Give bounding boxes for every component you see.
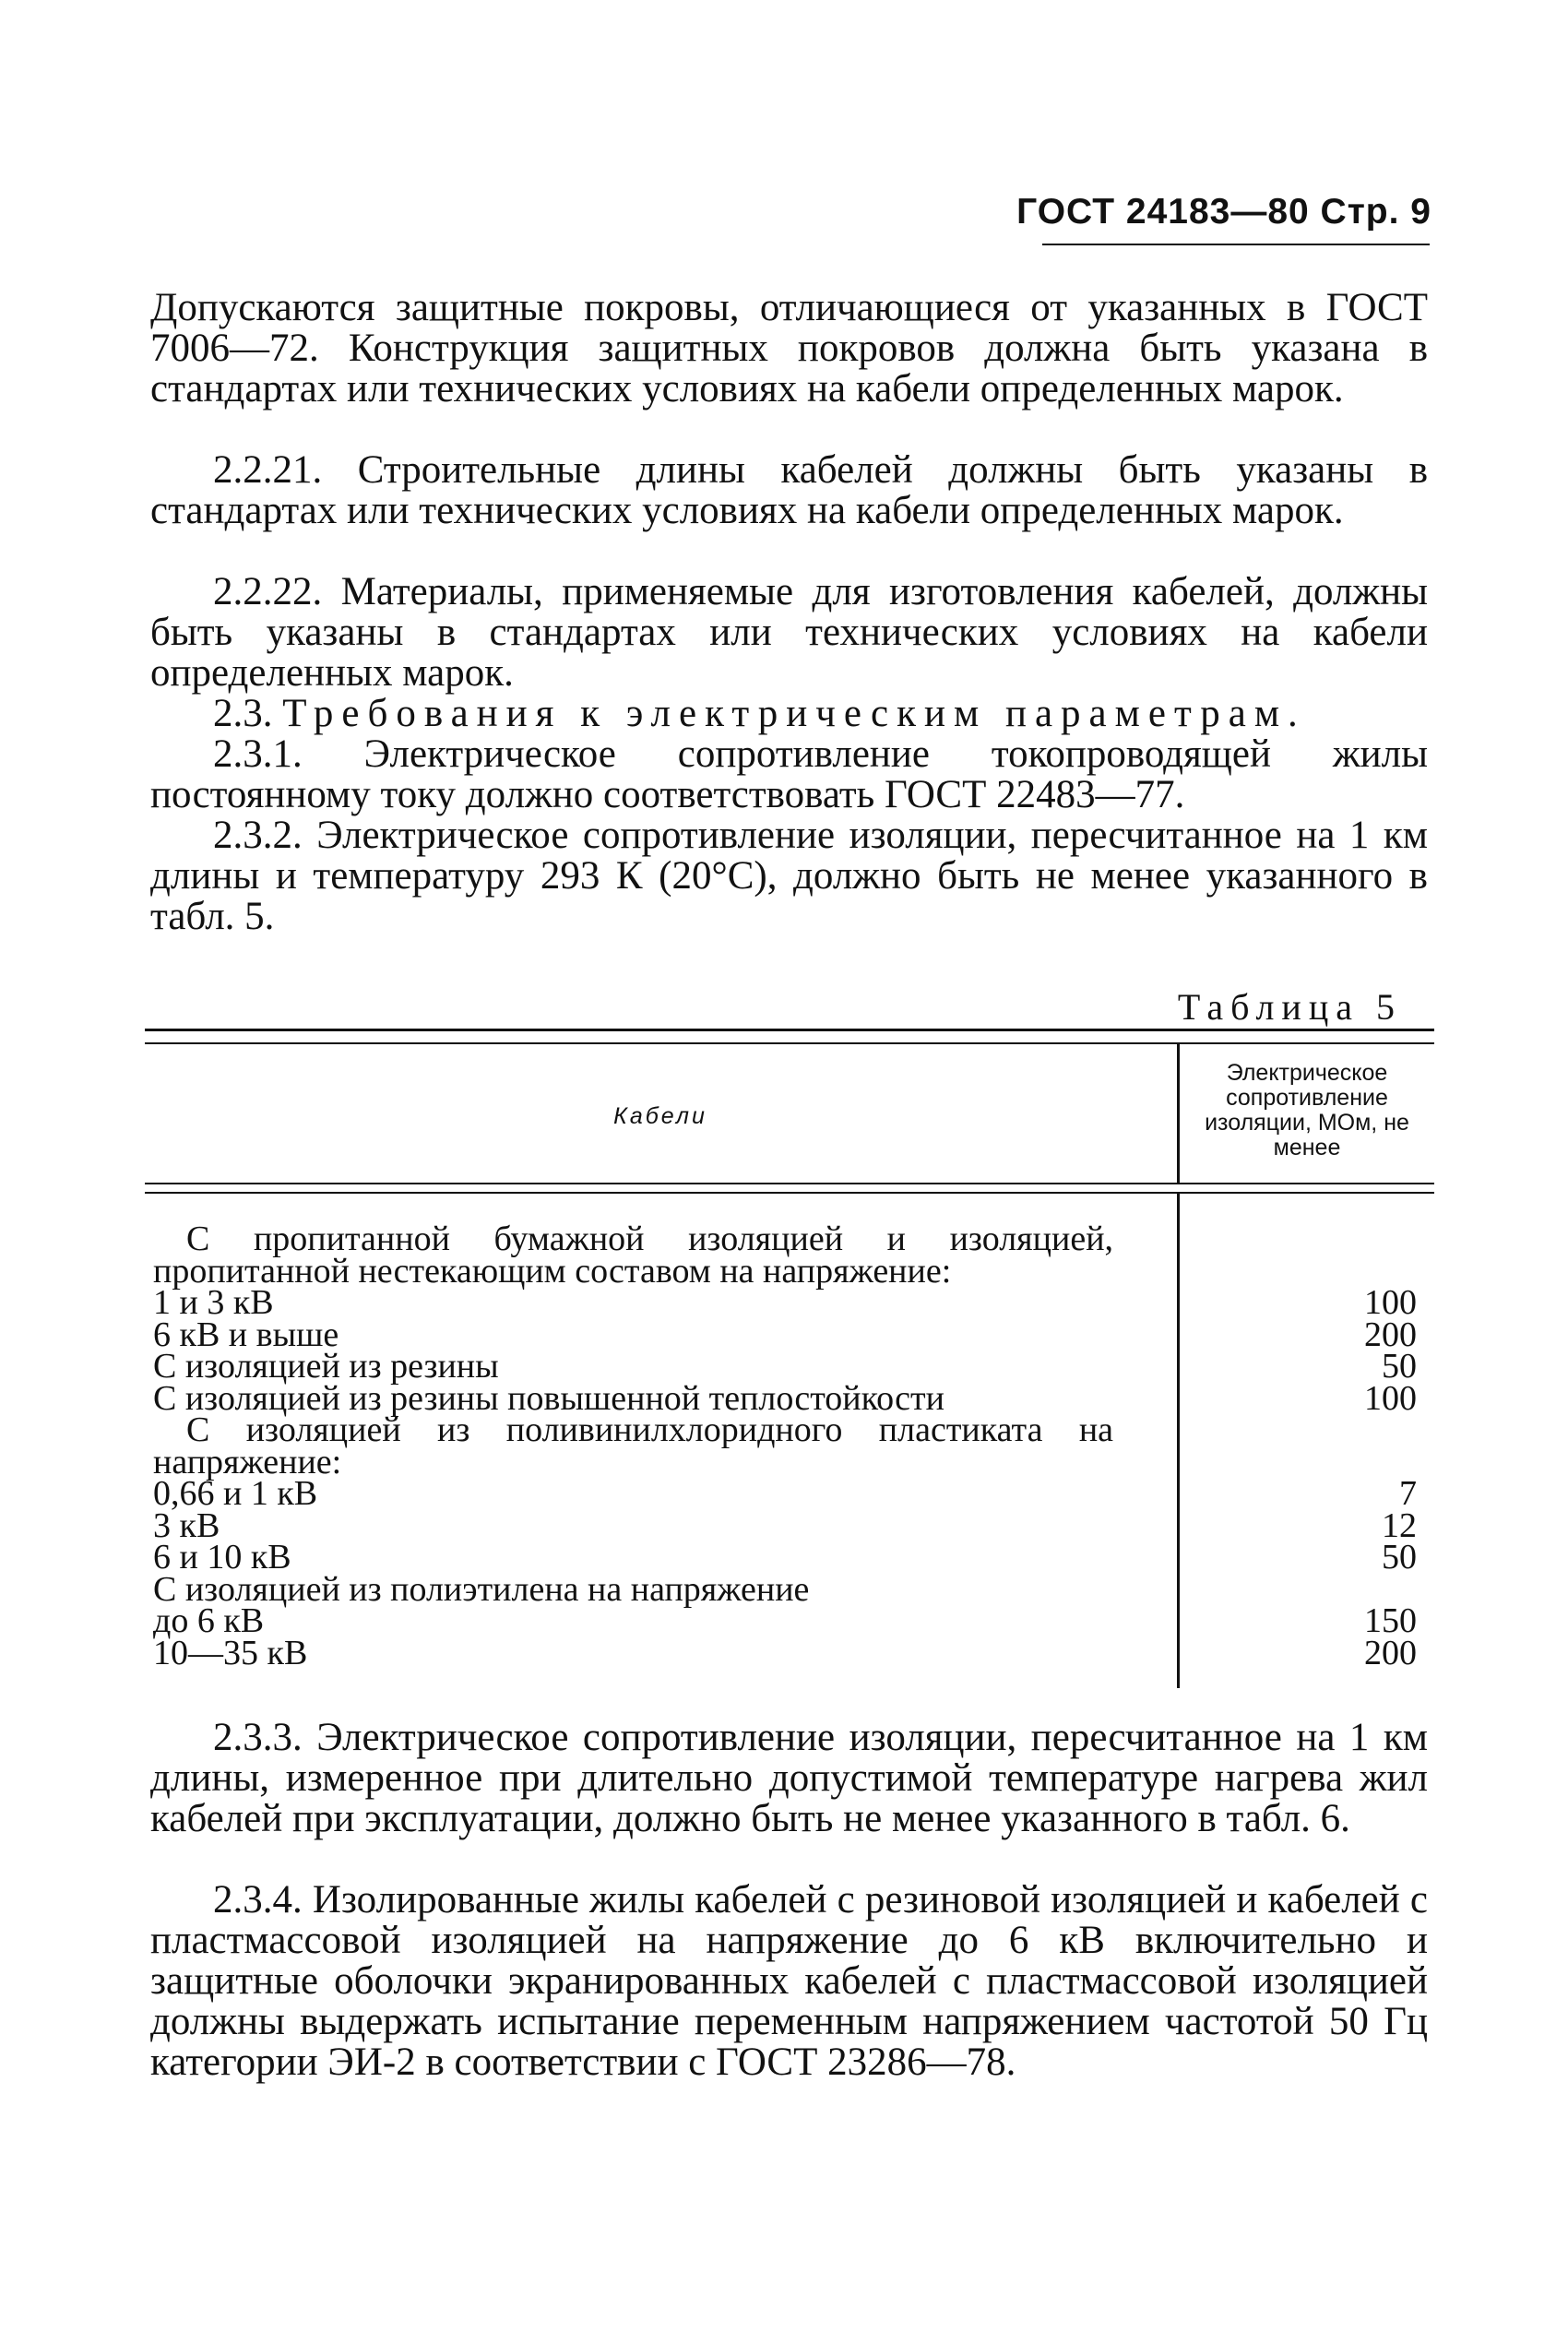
table-row — [153, 1538, 1431, 1576]
column-header-resistance: Электрическое сопротивление изоляции, МОм, не менее — [1205, 1060, 1409, 1160]
resistance-value-cell — [1113, 1223, 1431, 1287]
resistance-value-cell: 50 — [1382, 1538, 1417, 1576]
resistance-value-cell — [1113, 1414, 1431, 1478]
resistance-value-cell: 100 — [1364, 1283, 1417, 1322]
cable-type-cell: 6 и 10 кВ — [153, 1538, 291, 1576]
table-caption: Таблица 5 — [1177, 986, 1402, 1028]
cable-type-cell: С изоляцией из резины повышенной теплостойкости — [153, 1378, 944, 1418]
paragraph-2-3-heading — [150, 694, 1428, 734]
resistance-value-cell: 100 — [1364, 1378, 1417, 1418]
table-row — [153, 1283, 1431, 1322]
resistance-value-cell: 200 — [1364, 1315, 1417, 1354]
cable-type-cell: 6 кВ и выше — [153, 1315, 339, 1354]
table-top-rule-2 — [145, 1042, 1434, 1044]
paragraph-2-3-1: 2.3.1. Электрическое сопротивление токопроводящей жилы постоянному току должно соответствовать ГОСТ 22483—77. — [150, 732, 1428, 816]
table-row — [153, 1347, 1431, 1386]
cable-type-cell: С изоляцией из полиэтилена на напряжение — [153, 1569, 810, 1609]
table-rows — [153, 1220, 1431, 1672]
table-top-rule — [145, 1029, 1434, 1031]
table-header-rule — [145, 1183, 1434, 1184]
table-row — [153, 1220, 1431, 1291]
table-row — [153, 1378, 1431, 1418]
column-header-cables: Кабели — [613, 1103, 707, 1129]
table-row — [153, 1505, 1431, 1545]
cable-type-cell: С пропитанной бумажной изоляцией и изоляцией, пропитанной нестекающим составом на напряжение: — [153, 1220, 1114, 1291]
section-heading: Требования к электрическим параметрам. — [282, 692, 1306, 735]
resistance-value-cell: 50 — [1382, 1347, 1417, 1386]
paragraph-2-3-3: 2.3.3. Электрическое сопротивление изоляции, пересчитанное на 1 км длины, измеренное при длительно допустимой температуре нагрева жил кабелей при эксплуатации, должно быть не менее указанного в табл. 6. — [150, 1716, 1428, 1840]
section-number: 2.3. — [213, 692, 273, 735]
table-row — [153, 1474, 1431, 1513]
cable-type-cell: до 6 кВ — [153, 1601, 265, 1640]
resistance-value-cell — [1113, 1574, 1431, 1606]
table-row — [153, 1410, 1431, 1481]
cable-type-cell: С изоляцией из поливинилхлоридного пластиката на напряжение: — [153, 1410, 1114, 1481]
resistance-value-cell: 200 — [1364, 1633, 1417, 1672]
cable-type-cell: 10—35 кВ — [153, 1633, 308, 1672]
paragraph-2-3-4: 2.3.4. Изолированные жилы кабелей с резиновой изоляцией и кабелей с пластмассовой изоляцией на напряжение до 6 кВ включительно и защитные оболочки экранированных кабелей с пластмассовой изоляцией должны выдержать испытание переменным напряжением частотой 50 Гц категории ЭИ-2 в соответствии с ГОСТ 23286—78. — [150, 1878, 1428, 2084]
table-row — [153, 1601, 1431, 1640]
resistance-value-cell: 150 — [1364, 1601, 1417, 1640]
cable-type-cell: С изоляцией из резины — [153, 1347, 499, 1386]
cable-type-cell: 0,66 и 1 кВ — [153, 1474, 318, 1513]
table-header-rule-2 — [145, 1192, 1434, 1194]
table-header-divider — [1177, 1042, 1180, 1183]
paragraph-2-3-2: 2.3.2. Электрическое сопротивление изоляции, пересчитанное на 1 км длины и температуру 293 К (20°С), должно быть не менее указанного в табл. 5. — [150, 814, 1428, 938]
cable-type-cell: 1 и 3 кВ — [153, 1283, 274, 1322]
paragraph-protective-covers: Допускаются защитные покровы, отличающиеся от указанных в ГОСТ 7006—72. Конструкция защитных покровов должна быть указана в стандартах или технических условиях на кабели определенных марок. — [150, 286, 1428, 410]
table-row — [153, 1633, 1431, 1672]
table-row — [153, 1569, 1431, 1609]
table-row — [153, 1315, 1431, 1354]
page-header: ГОСТ 24183—80 Стр. 9 — [1016, 192, 1431, 232]
resistance-value-cell: 12 — [1382, 1505, 1417, 1545]
resistance-value-cell: 7 — [1399, 1474, 1417, 1513]
cable-type-cell: 3 кВ — [153, 1505, 220, 1545]
header-rule — [1042, 244, 1430, 245]
paragraph-2-2-22: 2.2.22. Материалы, применяемые для изготовления кабелей, должны быть указаны в стандартах или технических условиях на кабели определенных марок. — [150, 570, 1428, 695]
paragraph-2-2-21: 2.2.21. Строительные длины кабелей должны быть указаны в стандартах или технических условиях на кабели определенных марок. — [150, 448, 1428, 532]
